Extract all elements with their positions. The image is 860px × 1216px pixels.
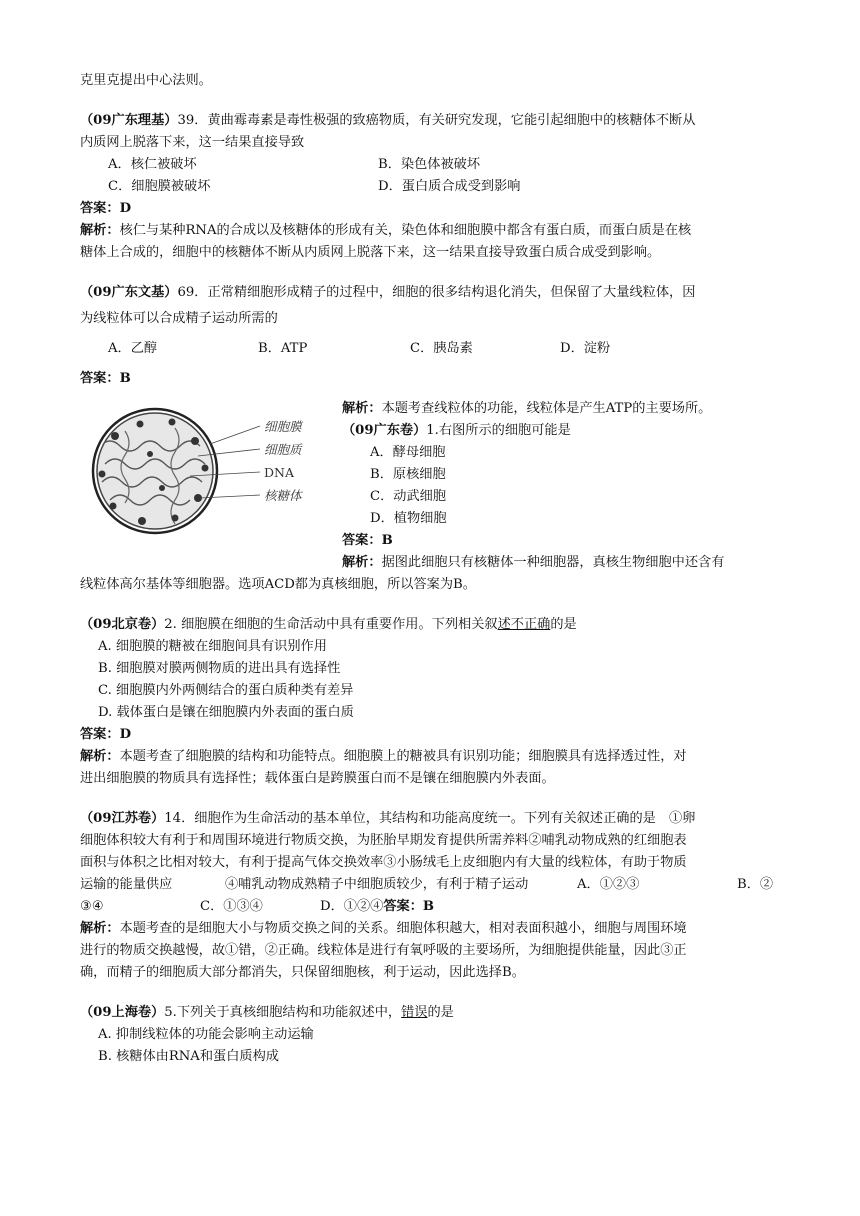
q4-analysis-label: 解析： <box>80 749 120 764</box>
q4-stem-underline: 述不正确 <box>497 617 551 632</box>
q3-answer-label: 答案： <box>342 533 382 548</box>
q2-analysis-label: 解析： <box>342 401 382 416</box>
q2-source: （09广东文基） <box>80 285 178 300</box>
q1-answer: D <box>119 201 131 216</box>
q5-option-b-rest: ③④ <box>80 899 104 914</box>
q5-option-a: A．①②③ <box>577 877 640 892</box>
q4-source: （09北京卷） <box>80 617 165 632</box>
q6-stem-post: 的是 <box>427 1005 454 1020</box>
label-membrane: 细胞膜 <box>264 419 302 434</box>
question-5 <box>80 808 780 984</box>
q5-analysis-l2: 进行的物质交换越慢，故①错，②正确。线粒体是进行有氧呼吸的主要场所，为细胞提供能量，因此③正 <box>80 943 687 958</box>
q3-option-b: B．原核细胞 <box>370 467 446 482</box>
q5-analysis-l1: 本题考查的是细胞大小与物质交换之间的关系。细胞体积越大，相对表面积越小，细胞与周围环境 <box>119 921 687 936</box>
cell-diagram <box>80 406 342 536</box>
q5-source: （09江苏卷） <box>80 811 165 826</box>
q2-stem-l2: 为线粒体可以合成精子运动所需的 <box>80 311 278 326</box>
q6-stem-pre: 5.下列关于真核细胞结构和功能叙述中， <box>164 1005 402 1020</box>
intro-line: 克里克提出中心法则。 <box>80 73 212 88</box>
q5-stem-l3: 面积与体积之比相对较大，有利于提高气体交换效率③小肠绒毛上皮细胞内有大量的线粒体，有助于物质 <box>80 855 687 870</box>
question-6 <box>80 1002 780 1068</box>
q3-option-a: A．酵母细胞 <box>370 445 446 460</box>
q6-source: （09上海卷） <box>80 1005 165 1020</box>
q4-analysis-l1: 本题考查了细胞膜的结构和功能特点。细胞膜上的糖被具有识别功能；细胞膜具有选择透过性，对 <box>119 749 687 764</box>
q4-stem-post: 的是 <box>550 617 577 632</box>
q3-analysis-l1: 据图此细胞只有核糖体一种细胞器，真核生物细胞中还含有 <box>381 555 725 570</box>
q1-option-b: B．染色体被破坏 <box>378 157 481 172</box>
q6-option-a: A. 抑制线粒体的功能会影响主动运输 <box>98 1027 314 1042</box>
q5-option-c: C．①③④ <box>200 899 263 914</box>
q5-answer-label: 答案： <box>383 899 423 914</box>
q1-stem-l1: 39．黄曲霉毒素是毒性极强的致癌物质，有关研究发现，它能引起细胞中的核糖体不断从 <box>177 113 696 128</box>
q5-stem-l2: 细胞体积较大有利于和周围环境进行物质交换，为胚胎早期发育提供所需养料②哺乳动物成熟的红细胞表 <box>80 833 687 848</box>
q5-option-d: D．①②④ <box>320 899 384 914</box>
q1-option-d: D．蛋白质合成受到影响 <box>378 179 521 194</box>
q5-stem-l4b: ④哺乳动物成熟精子中细胞质较少，有利于精子运动 <box>225 877 529 892</box>
q1-analysis-l1: 核仁与某种RNA的合成以及核糖体的形成有关，染色体和细胞膜中都含有蛋白质，而蛋白质是在核 <box>119 223 692 238</box>
q4-option-c: C. 细胞膜内外两侧结合的蛋白质种类有差异 <box>98 683 354 698</box>
q2-answer: B <box>119 371 131 386</box>
question-4 <box>80 614 780 790</box>
q3-option-c: C．动武细胞 <box>370 489 447 504</box>
q2-option-a: A．乙醇 <box>108 341 158 356</box>
q5-option-b-part: B．② <box>737 877 774 892</box>
q6-stem-underline: 错误 <box>401 1005 428 1020</box>
question-1 <box>80 110 780 264</box>
q2-stem-l1: 69．正常精细胞形成精子的过程中，细胞的很多结构退化消失，但保留了大量线粒体，因 <box>177 285 696 300</box>
q2-option-c: C．胰岛素 <box>410 341 473 356</box>
q4-option-b: B. 细胞膜对膜两侧物质的进出具有选择性 <box>98 661 341 676</box>
q2-option-b: B．ATP <box>258 341 308 356</box>
q3-option-d: D．植物细胞 <box>370 511 447 526</box>
q6-option-b: B. 核糖体由RNA和蛋白质构成 <box>98 1049 279 1064</box>
q1-option-c: C．细胞膜被破坏 <box>108 179 211 194</box>
q2-analysis: 本题考查线粒体的功能，线粒体是产生ATP的主要场所。 <box>381 401 712 416</box>
q5-analysis-l3: 确，而精子的细胞质大部分都消失，只保留细胞核，利于运动，因此选择B。 <box>80 965 525 980</box>
q2-option-d: D．淀粉 <box>560 341 611 356</box>
label-cytoplasm: 细胞质 <box>264 442 302 457</box>
q3-answer: B <box>381 533 393 548</box>
q5-answer: B <box>422 899 435 914</box>
q3-source: （09广东卷） <box>342 423 427 438</box>
q4-answer: D <box>119 727 131 742</box>
q5-analysis-label: 解析： <box>80 921 120 936</box>
q5-stem-l1: 14．细胞作为生命活动的基本单位，其结构和功能高度统一。下列有关叙述正确的是 ①卵 <box>164 811 696 826</box>
q4-option-a: A. 细胞膜的糖被在细胞间具有识别作用 <box>98 639 327 654</box>
q3-analysis-l2: 线粒体高尔基体等细胞器。选项ACD都为真核细胞，所以答案为B。 <box>80 577 476 592</box>
q3-analysis-label: 解析： <box>342 555 382 570</box>
q2-answer-label: 答案： <box>80 371 120 386</box>
question-2 <box>80 282 780 390</box>
q4-answer-label: 答案： <box>80 727 120 742</box>
q1-source: （09广东理基） <box>80 113 178 128</box>
q4-stem-pre: 2. 细胞膜在细胞的生命活动中具有重要作用。下列相关叙 <box>164 617 498 632</box>
label-dna: DNA <box>264 465 294 480</box>
q4-option-d: D. 载体蛋白是镶在细胞膜内外表面的蛋白质 <box>98 705 354 720</box>
q1-stem-l2: 内质网上脱落下来，这一结果直接导致 <box>80 135 305 150</box>
label-ribosome: 核糖体 <box>264 488 302 503</box>
q1-analysis-label: 解析： <box>80 223 120 238</box>
q1-answer-label: 答案： <box>80 201 120 216</box>
q1-analysis-l2: 糖体上合成的，细胞中的核糖体不断从内质网上脱落下来，这一结果直接导致蛋白质合成受到影响。 <box>80 245 661 260</box>
q1-option-a: A．核仁被破坏 <box>108 157 197 172</box>
document-page <box>80 70 780 1068</box>
q4-analysis-l2: 进出细胞膜的物质具有选择性；载体蛋白是跨膜蛋白而不是镶在细胞膜内外表面。 <box>80 771 555 786</box>
q3-stem: 1.右图所示的细胞可能是 <box>426 423 571 438</box>
q5-stem-l4a: 运输的能量供应 <box>80 877 173 892</box>
